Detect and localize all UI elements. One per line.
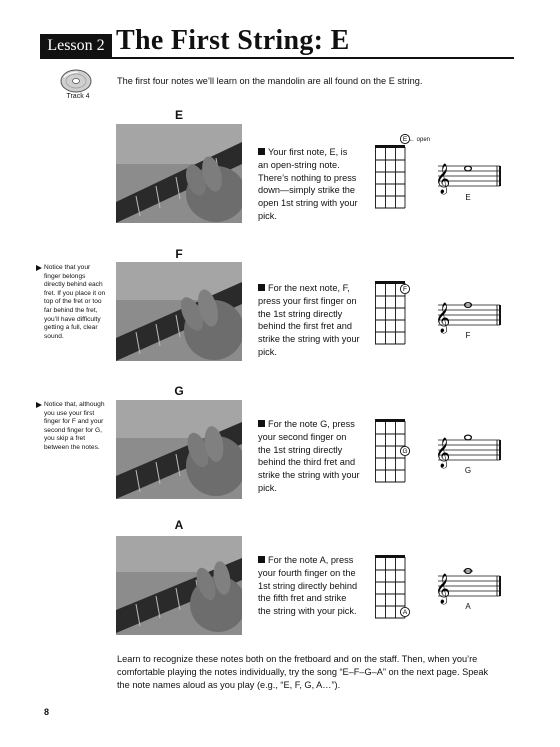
photo-hand-g [116,400,242,499]
arrow-icon [36,402,42,408]
bullet-icon [258,148,265,155]
lesson-tab: Lesson 2 [40,34,112,58]
description-e: Your first note, E, is an open-string note. There’s nothing to press down—simply strike the open 1st string with your pick. [258,147,358,221]
staff-g [432,432,504,490]
treble-clef-icon: 𝄞 [435,574,451,604]
staff-label-g: G [464,466,472,475]
side-note-f: Notice that your finger belongs directly behind each fret. If you place it on top of the fret or too far behind the fret, you’ll have difficulty getting a full, clear sound. [44,264,106,341]
photo-hand-f [116,262,242,361]
fret-marker-g: G [402,448,408,456]
treble-clef-icon: 𝄞 [435,303,451,333]
staff-label-f: F [465,331,471,340]
cd-icon[interactable] [58,68,94,94]
open-annotation: ← open [409,137,431,143]
fret-marker-f: F [403,286,407,294]
treble-clef-icon: 𝄞 [435,438,451,468]
bullet-icon [258,420,265,427]
description-g: For the note G, press your second finger on the 1st string directly behind the third fret and strike the string with your pick. [258,419,360,493]
arrow-icon [36,265,42,271]
bullet-icon [258,556,265,563]
staff-label-e: E [465,193,471,202]
fretboard-diagram-f [373,272,413,347]
intro-text: The first four notes we’ll learn on the mandolin are all found on the E string. [117,76,423,86]
page-title: The First String: E [116,25,350,56]
fretboard-diagram-g [373,410,413,485]
track-label: Track 4 [66,93,90,100]
note-heading-a: A [174,518,184,532]
staff-e [432,158,504,216]
photo-hand-e [116,124,242,223]
title-rule [40,57,514,59]
fret-marker-a: A [402,609,408,617]
page-number: 8 [44,707,50,717]
staff-f [432,297,504,355]
note-heading-g: G [174,384,184,398]
bullet-icon [258,284,265,291]
staff-label-a: A [465,602,471,611]
description-a: For the note A, press your fourth finger on the 1st string directly behind the fifth fret and strike the string with your pick. [258,555,358,617]
fretboard-diagram-e [373,134,413,209]
fret-marker-e: E [402,136,408,144]
side-note-g: Notice that, although you use your first finger for F and your second finger for G, you skip a fret between the notes. [44,401,106,453]
outro-text: Learn to recognize these notes both on the fretboard and on the staff. Then, when you’re comfortable playing the notes individually, try the song “E–F–G–A” on the next page. Speak the note names aloud as you play (e.g., “E, F, G, A…”). [117,654,489,690]
description-f: For the next note, F, press your first finger on the 1st string directly behind the first fret and strike the string with your pick. [258,283,360,357]
staff-a [432,568,504,626]
photo-hand-a [116,536,242,635]
note-heading-e: E [174,108,183,122]
note-heading-f: F [175,247,183,261]
fretboard-diagram-a [373,546,413,621]
treble-clef-icon: 𝄞 [435,164,451,194]
